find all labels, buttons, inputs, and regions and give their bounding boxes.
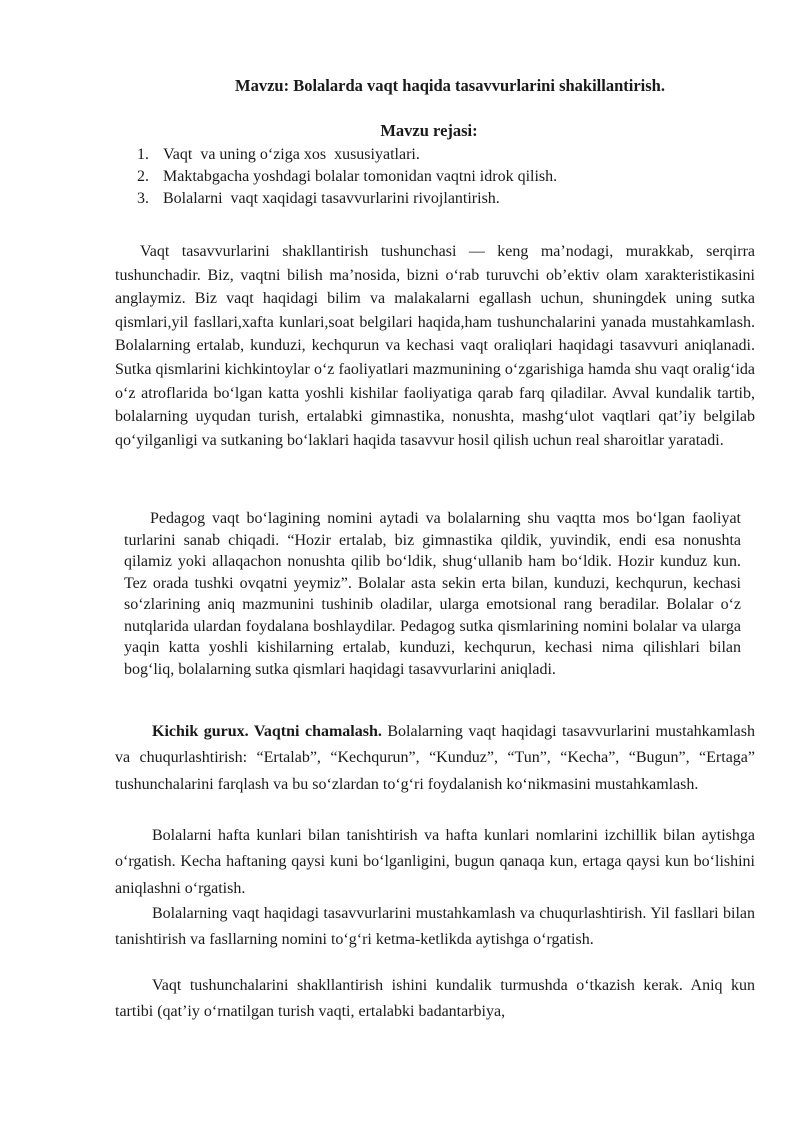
plan-item-number: 1. (137, 146, 149, 163)
plan-list (137, 144, 557, 210)
paragraph-text: Bolalarning vaqt haqidagi tasavvurlarini mustahkamlash va chuqurlashtirish: “Ertalab”, “Kechqurun”, “Kunduz”, “Tun”, “Kecha”, “Bugun”, “Ertaga” tushunchalarini farqlash va bu so‘zlardan to‘g‘ri foydalanish ko‘nikmasini mustahkamlash. (115, 723, 756, 793)
plan-item-text: Vaqt va uning o‘ziga xos xususiyatlari. (163, 146, 420, 163)
plan-item-text: Maktabgacha yoshdagi bolalar tomonidan vaqtni idrok qilish. (163, 168, 558, 185)
plan-item (137, 166, 557, 188)
document-title: Mavzu: Bolalarda vaqt haqida tasavvurlarini shakillantirish. (235, 76, 665, 95)
paragraph-yil-fasllari: Bolalarning vaqt haqidagi tasavvurlarini mustahkamlash va chuqurlashtirish. Yil fasllari bilan tanishtirish va fasllarning nomini to‘g‘ri ketma-ketlikda aytishga o‘rgatish. (115, 905, 755, 949)
paragraph-pedagog: Pedagog vaqt bo‘lagining nomini aytadi va bolalarning shu vaqtta mos bo‘lgan faoliyat turlarini sanab chiqadi. “Hozir ertalab, biz gimnastika qildik, yuvindik, endi esa nonushta qilamiz yoki allaqachon nonushta qilib bo‘ldik, shug‘ullanib ham bo‘ldik. Hozir kunduz kun. Tez orada tushki ovqatni yeymiz”. Bolalar asta sekin erta bilan, kunduzi, kechqurun, kechasi so‘zlarining aniq mazmunini tushinib oladilar, ularga emotsional rang beradilar. Bolalar o‘z nutqlarida ulardan foydalana boshlaydilar. Pedagog sutka qismlarining nomini bolalar va ularga yaqin katta yoshli kishilarning ertalab, kunduzi, kechqurun, kechasi nima qilishlari bilan bog‘liq, bolalarning sutka qismlari haqidagi tasavvurlarini aniqladi. (124, 510, 741, 678)
plan-item-number: 3. (137, 190, 149, 207)
paragraph-kundalik-turmush: Vaqt tushunchalarini shakllantirish ishini kundalik turmushda o‘tkazish kerak. Aniq kun tartibi (qat’iy o‘rnatilgan turish vaqti, ertalabki badantarbiya, (115, 977, 755, 1021)
plan-item-number: 2. (137, 168, 149, 185)
paragraph-intro: Vaqt tasavvurlarini shakllantirish tushunchasi — keng ma’nodagi, murakkab, serqirra tushunchadir. Biz, vaqtni bilish ma’nosida, bizni o‘rab turuvchi ob’ektiv olam xarakteristikasini anglaymiz. Biz vaqt haqidagi bilim va malakalarni egallash uchun, shuningdek uning sutka qismlari,yil fasllari,xafta kunlari,soat belgilari haqida,ham tushunchalarini yanada mustahkamlash. Bolalarning ertalab, kunduzi, kechqurun va kechasi vaqt oraliqlari haqidagi tasavvuri aniqlanadi. Sutka qismlarini kichkintoylar o‘z faoliyatlari mazmunining o‘zgarishiga hamda shu vaqt oralig‘ida o‘z atroflarida bo‘lgan katta yoshli kishilar faoliyatiga qarab farq qiladilar. Avval kundalik tartib, bolalarning uyqudan turish, ertalabki gimnastika, nonushta, mashg‘ulot vaqtlari qat’iy belgilab qo‘yilganligi va sutkaning bo‘laklari haqida tasavvur hosil qilish uchun real sharoitlar yaratadi. (115, 243, 755, 449)
plan-item (137, 144, 557, 166)
plan-heading: Mavzu rejasi: (380, 121, 478, 140)
paragraph-kichik-gurux (115, 719, 755, 798)
plan-item (137, 188, 557, 210)
plan-item-text: Bolalarni vaqt xaqidagi tasavvurlarini rivojlantirish. (163, 190, 500, 207)
section-heading-inline: Kichik gurux. Vaqtni chamalash. (152, 723, 382, 740)
paragraph-hafta-kunlari: Bolalarni hafta kunlari bilan tanishtirish va hafta kunlari nomlarini izchillik bilan aytishga o‘rgatish. Kecha haftaning qaysi kuni bo‘lganligini, bugun qanaqa kun, ertaga qaysi kun bo‘lishini aniqlashni o‘rgatish. (115, 827, 755, 897)
